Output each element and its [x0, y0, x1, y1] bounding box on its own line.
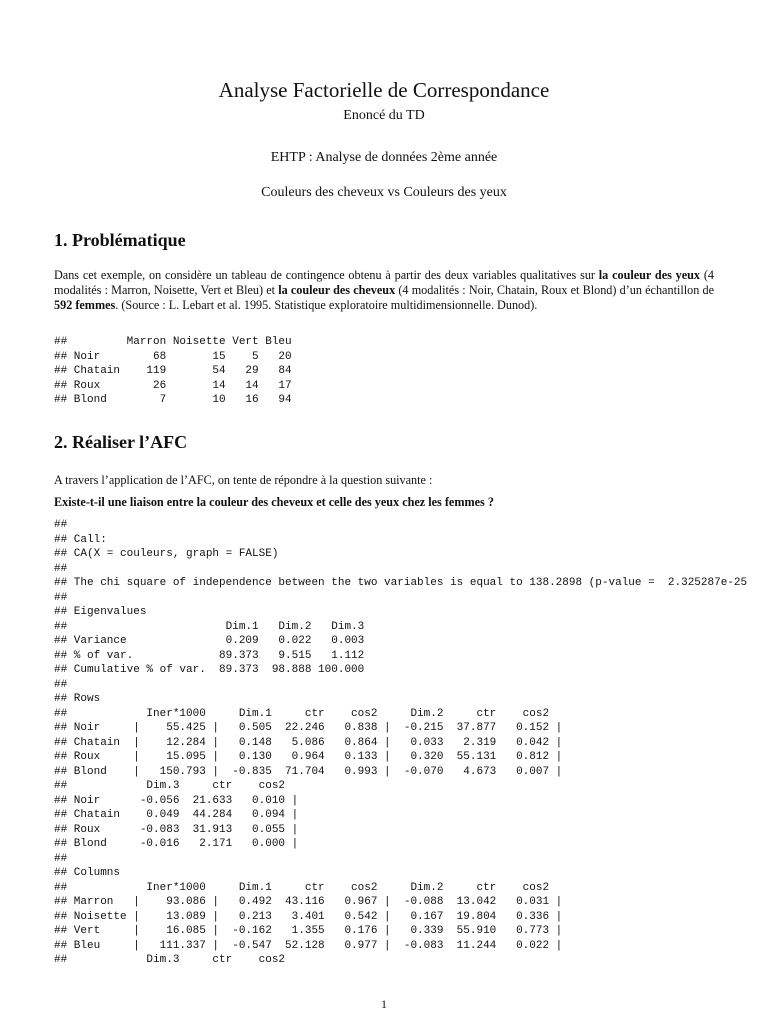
course-line: EHTP : Analyse de données 2ème année: [270, 150, 498, 165]
problem-paragraph: [54, 268, 714, 313]
contingency-table-output: ## Marron Noisette Vert Bleu ## Noir 68 15 5 20 ## Chatain 119 54 29 84 ## Roux 26 14 14 17 ## Blond 7 10 16 94: [54, 336, 292, 406]
paragraph-text: (4 modalités : Noir, Chatain, Roux et Blond) d’un échantillon de: [395, 283, 714, 297]
paragraph-text: Dans cet exemple, on considère un tableau de contingence obtenu à partir des deux variables qualitatives sur: [54, 268, 599, 282]
paragraph-text: . (Source : L. Lebart et al. 1995. Statistique exploratoire multidimensionnelle. Dunod).: [115, 298, 538, 312]
research-question: Existe-t-il une liaison entre la couleur des cheveux et celle des yeux chez les femmes ?: [54, 495, 494, 509]
afc-intro-paragraph: A travers l’application de l’AFC, on tente de répondre à la question suivante :: [54, 473, 433, 487]
document-title: Analyse Factorielle de Correspondance: [218, 78, 550, 102]
topic-line: Couleurs des cheveux vs Couleurs des yeux: [261, 185, 507, 200]
document-subtitle: Enoncé du TD: [343, 108, 425, 123]
ca-summary-output: ## ## Call: ## CA(X = couleurs, graph = FALSE) ## ## The chi square of independence between the two variables is equal to 138.2898 (p-value = 2.325287e-25 ## ## Eigenvalues ## Dim.1 Dim.2 Dim.3 ## Variance 0.209 0.022 0.003 ## % of var. 89.373 9.515 1.112 ## Cumulative % of var. 89.373 98.888 100.000 ## ## Rows ## Iner*1000 Dim.1 ctr cos2 Dim.2 ctr cos2 ## Noir | 55.425 | 0.505 22.246 0.838 | -0.215 37.877 0.152 | ## Chatain | 12.284 | 0.148 5.086 0.864 | 0.033 2.319 0.042 | ## Roux | 15.095 | 0.130 0.964 0.133 | 0.320 55.131 0.812 | ## Blond | 150.793 | -0.835 71.704 0.993 | -0.070 4.673 0.007 | ## Dim.3 ctr cos2 ## Noir -0.056 21.633 0.010 | ## Chatain 0.049 44.284 0.094 | ## Roux -0.083 31.913 0.055 | ## Blond -0.016 2.171 0.000 | ## ## Columns ## Iner*1000 Dim.1 ctr cos2 Dim.2 ctr cos2 ## Marron | 93.086 | 0.492 43.116 0.967 | -0.088 13.042 0.031 | ## Noisette | 13.089 | 0.213 3.401 0.542 | 0.167 19.804 0.336 | ## Vert | 16.085 | -0.162 1.355 0.176 | 0.339 55.910 0.773 | ## Bleu | 111.337 | -0.547 52.128 0.977 | -0.083 11.244 0.022 | ## Dim.3 ctr cos2: [54, 519, 748, 966]
paragraph-bold-text: la couleur des cheveux: [278, 283, 396, 297]
page-number: 1: [381, 997, 387, 1011]
section-heading-realiser-afc: 2. Réaliser l’AFC: [54, 432, 188, 452]
section-heading-problematique: 1. Problématique: [54, 230, 186, 250]
paragraph-bold-text: la couleur des yeux: [598, 268, 701, 282]
paragraph-text: (4 modalités : Marron, Noisette, Vert et Bleu) et: [54, 268, 714, 297]
paragraph-bold-text: 592 femmes: [54, 298, 116, 312]
